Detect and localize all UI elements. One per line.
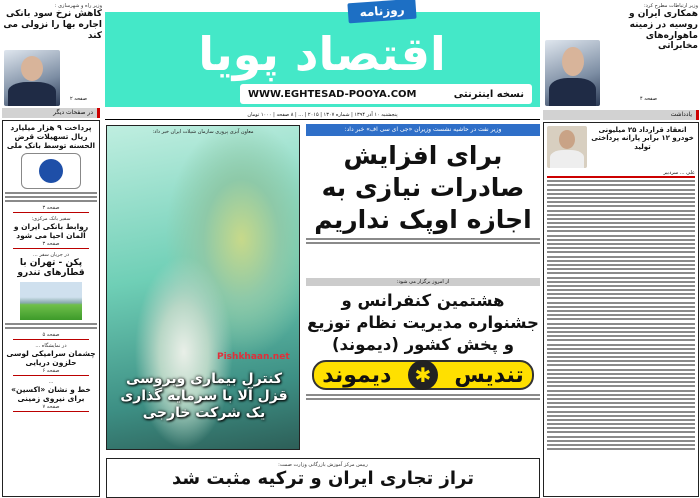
logo: اقتصاد پویا	[198, 27, 446, 81]
bottom-story[interactable]	[106, 458, 540, 498]
headline[interactable]: روابط بانکی ایران و آلمان احیا می شود	[13, 221, 89, 240]
newspaper-tag: روزنامه	[347, 0, 416, 23]
watermark: Pishkhaan.net	[217, 352, 290, 362]
kicker: ...	[48, 378, 54, 385]
conference-story[interactable]	[306, 278, 540, 402]
article-body	[547, 180, 695, 450]
more-link[interactable]: صفحه ۷	[13, 404, 89, 412]
train-photo	[20, 282, 82, 320]
headline[interactable]: خط و نشان «اکسین» برای نیروی زمینی	[11, 384, 91, 403]
right-column	[543, 110, 699, 497]
headline[interactable]: چشمان سرامیکی لوسی حلزون دریایی	[6, 348, 96, 367]
url-bar[interactable]	[240, 84, 532, 104]
headline[interactable]: انعقاد قرارداد ۲۵ میلیونی خودرو ۱۲ برابر پارانه پرداختی تولید	[591, 126, 694, 151]
ad-text: دیموند	[322, 362, 392, 388]
sun-emblem-icon: ✱	[408, 360, 438, 390]
bank-melli-logo	[21, 153, 81, 189]
kicker: رییس مرکز آموزش بازرگانی وزارت صمت:	[278, 462, 368, 468]
left-column	[2, 108, 100, 497]
headline[interactable]: پکن - تهران با قطارهای تندرو	[17, 257, 85, 279]
headline: تراز تجاری ایران و ترکیه مثبت شد	[172, 468, 474, 489]
kicker: معاون آبزی پروری سازمان شیلات ایران خبر داد:	[152, 129, 254, 135]
more-link[interactable]: صفحه ۲	[70, 96, 87, 102]
kicker: در نمایشگاه ...	[35, 342, 67, 349]
kicker: وزیر راه و شهرسازی :	[54, 3, 102, 9]
more-link[interactable]: صفحه ۳	[13, 205, 89, 213]
kicker: وزیر ارتباطات مطرح کرد:	[643, 3, 698, 9]
header-right-story[interactable]	[604, 3, 698, 52]
photo-story[interactable]	[106, 125, 300, 450]
section-header: در صفحات دیگر	[2, 108, 100, 118]
kicker: در جریان سفر ...	[32, 251, 70, 258]
more-link[interactable]: صفحه ۳	[13, 241, 89, 249]
more-link[interactable]: صفحه ۵	[13, 332, 89, 340]
author-photo	[547, 126, 587, 168]
author: علی ... سردبیر	[547, 170, 695, 178]
lead-story[interactable]	[306, 124, 540, 247]
headline: هشتمین کنفرانس و جشنواره مدیریت نظام توزیع و پخش کشور (دیموند)	[307, 291, 539, 354]
headline[interactable]: پرداخت ۹ هزار میلیارد ریال تسهیلات قرض الحسنه توسط بانک ملی	[6, 123, 96, 150]
more-link[interactable]: صفحه ۴	[640, 96, 657, 102]
headline: کنترل بیماری ویروسی قزل آلا با سرمایه گذاری یک شرکت خارجی	[120, 371, 288, 421]
ad-text: تندیس	[454, 362, 524, 388]
dateline: پنجشنبه ۱۰ آذر ۱۳۹۴ | شماره ۱۳۰۷ | ۲۰۱۵ | ... | ۸ صفحه | ۱۰۰۰ تومان	[105, 110, 540, 120]
kicker: از امروز برگزار می شود:	[306, 278, 540, 286]
headline: کاهش نرخ سود بانکی اجاره بها را نزولی می کند	[3, 9, 102, 41]
minister-photo	[4, 50, 60, 106]
section-header: یادداشت	[543, 110, 699, 120]
headline: همکاری ایران و روسیه در زمینه ماهواره‌های مخابراتی	[628, 9, 698, 52]
tandis-diamond-ad[interactable]	[312, 360, 534, 390]
header-left-story[interactable]	[2, 3, 102, 41]
headline: برای افزایش صادرات نیازی به اجازه اوپک نداریم	[314, 141, 532, 234]
kicker: وزیر نفت در حاشیه نشست وزیران «جی ای سی اف» خبر داد:	[306, 124, 540, 136]
site-url[interactable]: WWW.EGHTESAD-POOYA.COM	[248, 88, 417, 100]
minister-photo	[545, 40, 600, 106]
edition-label: نسخه اینترنتی	[453, 88, 524, 100]
more-link[interactable]: صفحه ۶	[13, 368, 89, 376]
kicker: سفیر بانک مرکزی:	[31, 215, 71, 222]
